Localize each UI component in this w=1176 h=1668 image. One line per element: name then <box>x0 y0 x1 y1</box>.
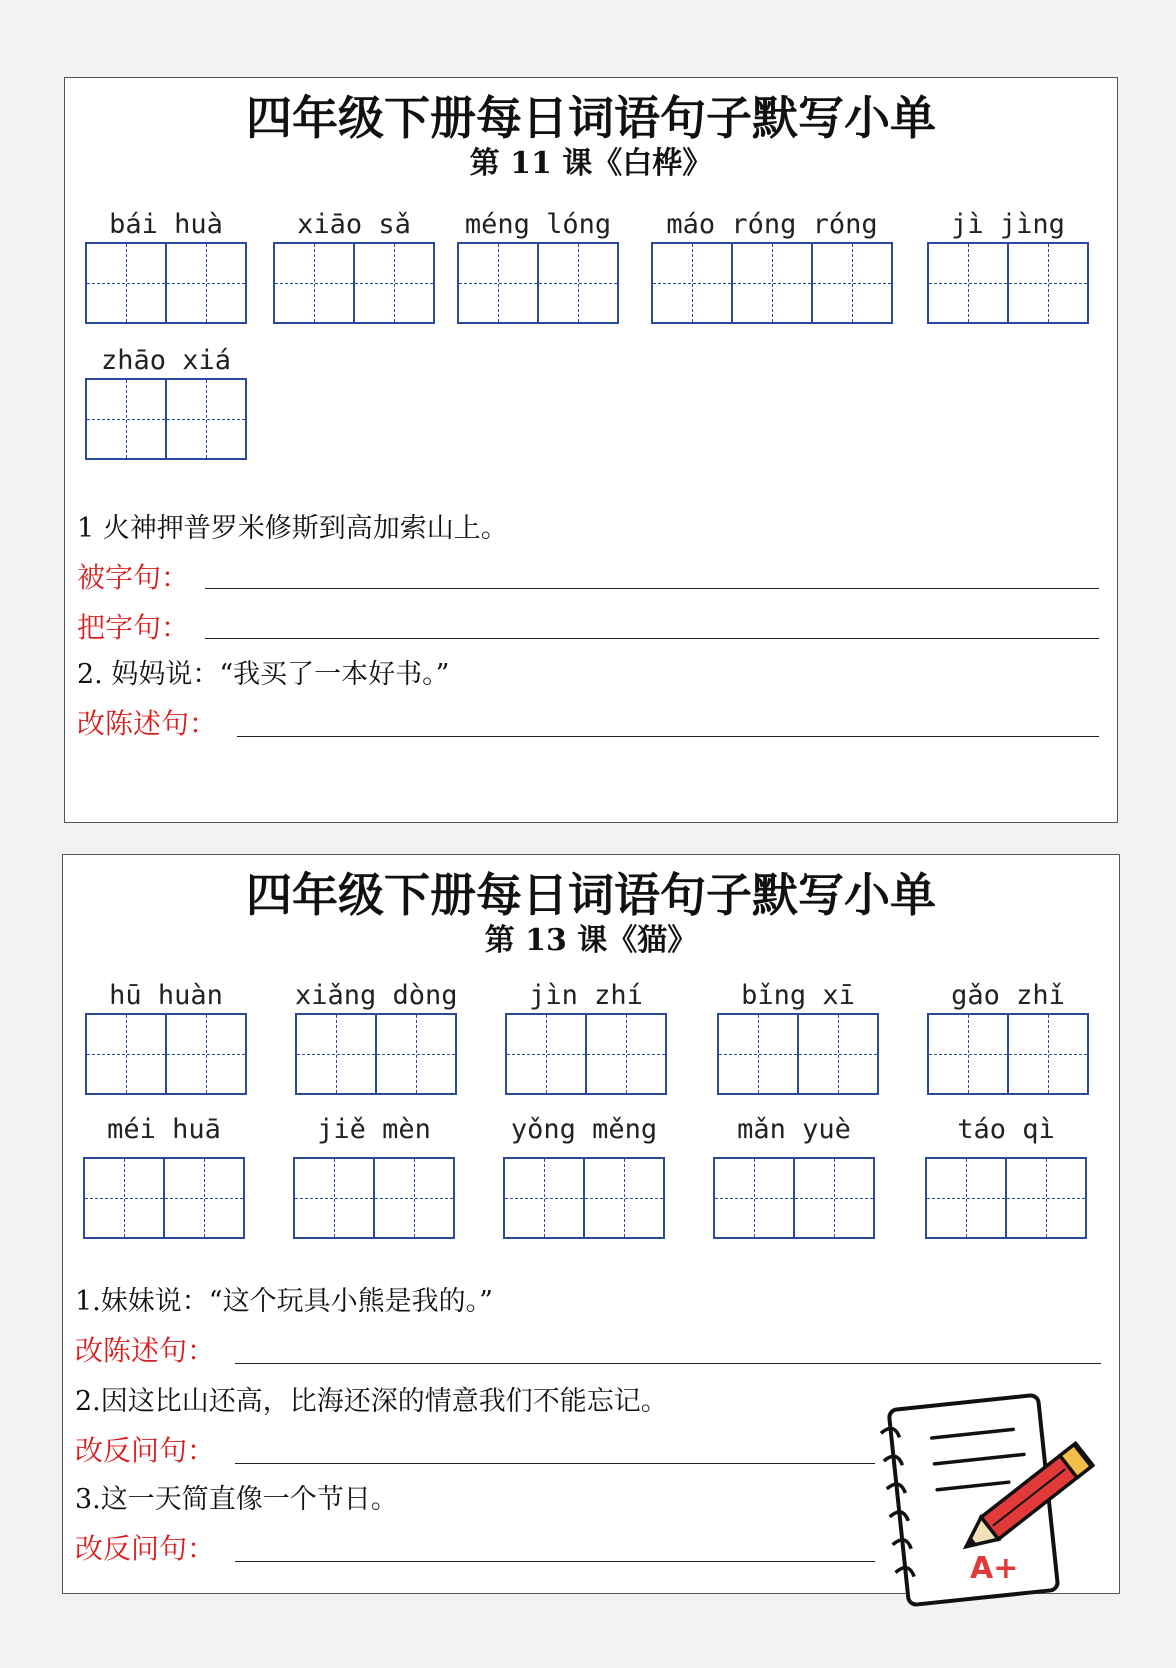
writing-grid[interactable] <box>651 242 893 324</box>
writing-grid[interactable] <box>927 242 1089 324</box>
worksheet-title: 四年级下册每日词语句子默写小单 <box>246 868 936 922</box>
word-pinyin: jiě mèn <box>317 1114 431 1145</box>
word-item <box>505 979 667 1095</box>
answer-line[interactable] <box>205 588 1099 589</box>
writing-grid[interactable] <box>927 1013 1089 1095</box>
word-item <box>85 344 247 460</box>
answer-line[interactable] <box>235 1463 875 1464</box>
word-item <box>83 1113 245 1239</box>
answer-line[interactable] <box>205 638 1099 639</box>
word-pinyin: jìn zhí <box>529 980 643 1011</box>
writing-grid[interactable] <box>85 1013 247 1095</box>
rewrite-prompt: 改反问句： <box>75 1434 216 1467</box>
writing-grid[interactable] <box>925 1157 1087 1239</box>
word-pinyin: xiāo sǎ <box>297 209 411 240</box>
word-item <box>85 979 247 1095</box>
writing-grid[interactable] <box>717 1013 879 1095</box>
word-pinyin: bǐng xī <box>741 980 855 1011</box>
word-item <box>85 208 247 324</box>
lesson-subtitle: 第 11 课《白桦》 <box>469 146 713 181</box>
writing-grid[interactable] <box>457 242 619 324</box>
writing-grid[interactable] <box>273 242 435 324</box>
sentence-text: 2.因这比山还高，比海还深的情意我们不能忘记。 <box>75 1386 668 1417</box>
word-pinyin: táo qì <box>957 1114 1055 1145</box>
word-pinyin: máo róng róng <box>666 209 878 240</box>
word-pinyin: mǎn yuè <box>737 1114 851 1145</box>
sentence-text: 1 火神押普罗米修斯到高加索山上。 <box>77 513 508 544</box>
rewrite-prompt: 被字句： <box>77 561 190 594</box>
rewrite-prompt: 改陈述句： <box>77 707 218 740</box>
word-pinyin: méng lóng <box>464 209 612 240</box>
writing-grid[interactable] <box>85 378 247 460</box>
answer-line[interactable] <box>237 736 1099 737</box>
word-pinyin: hū huàn <box>109 980 223 1011</box>
grade-text: A+ <box>970 1551 1019 1586</box>
lesson-subtitle: 第 13 课《猫》 <box>484 923 698 958</box>
word-pinyin: zhāo xiá <box>100 345 232 376</box>
word-item <box>293 1113 455 1239</box>
word-pinyin: gǎo zhǐ <box>951 980 1065 1011</box>
word-item <box>927 979 1089 1095</box>
writing-grid[interactable] <box>83 1157 245 1239</box>
sentence-text: 3.这一天简直像一个节日。 <box>75 1484 398 1515</box>
word-item <box>717 979 879 1095</box>
word-item <box>713 1113 875 1239</box>
rewrite-prompt: 把字句： <box>77 611 190 644</box>
word-pinyin: xiǎng dòng <box>295 980 458 1011</box>
answer-line[interactable] <box>235 1561 875 1562</box>
word-item <box>927 208 1089 324</box>
word-item <box>457 208 619 324</box>
worksheet-lesson-11 <box>64 77 1118 823</box>
writing-grid[interactable] <box>713 1157 875 1239</box>
answer-line[interactable] <box>235 1363 1101 1364</box>
sentence-text: 2. 妈妈说：“我买了一本好书。” <box>77 659 450 690</box>
writing-grid[interactable] <box>85 242 247 324</box>
word-item <box>651 208 893 324</box>
notebook-pencil-icon <box>880 1382 1104 1608</box>
writing-grid[interactable] <box>503 1157 665 1239</box>
word-pinyin: yǒng měng <box>510 1114 658 1145</box>
word-item <box>503 1113 665 1239</box>
rewrite-prompt: 改反问句： <box>75 1532 216 1565</box>
worksheet-title: 四年级下册每日词语句子默写小单 <box>246 91 936 145</box>
word-item <box>925 1113 1087 1239</box>
writing-grid[interactable] <box>295 1013 458 1095</box>
word-pinyin: bái huà <box>109 209 223 240</box>
word-pinyin: méi huā <box>107 1114 221 1145</box>
word-pinyin: jì jìng <box>951 209 1065 240</box>
word-item <box>273 208 435 324</box>
word-item <box>295 979 458 1095</box>
sentence-text: 1.妹妹说：“这个玩具小熊是我的。” <box>75 1286 493 1317</box>
writing-grid[interactable] <box>293 1157 455 1239</box>
writing-grid[interactable] <box>505 1013 667 1095</box>
rewrite-prompt: 改陈述句： <box>75 1334 216 1367</box>
